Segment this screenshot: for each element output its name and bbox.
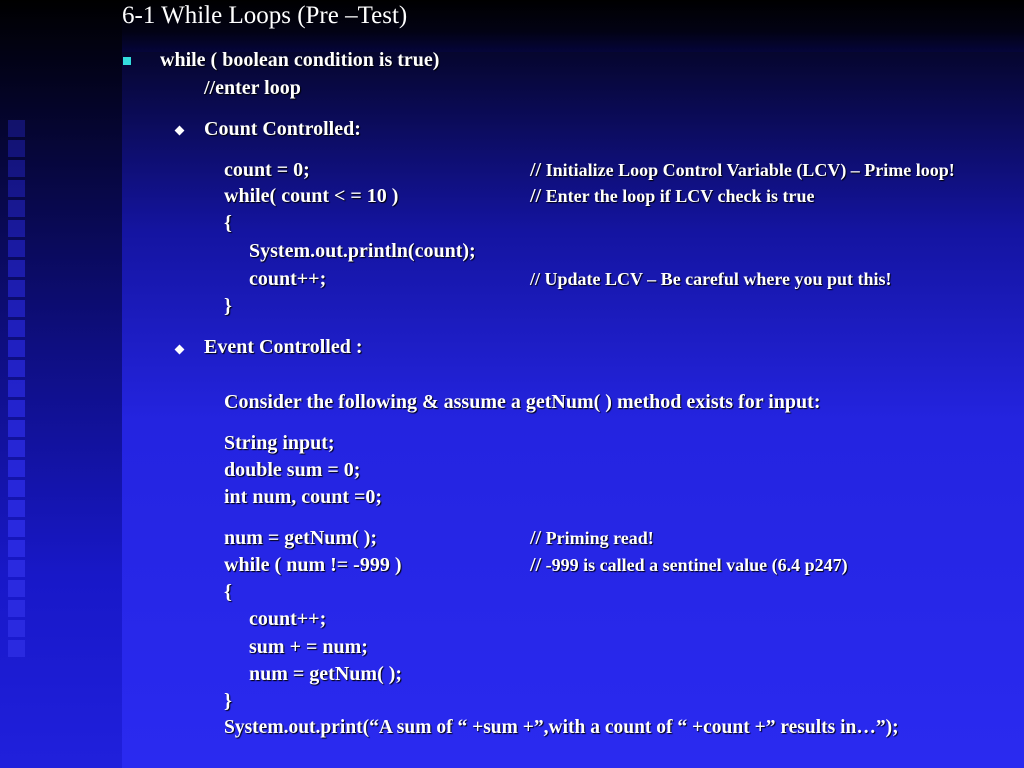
decorative-square	[8, 260, 25, 277]
decorative-square	[8, 460, 25, 477]
ec-code-line: while ( num != -999 )	[224, 554, 402, 576]
comment-slashes: //	[530, 527, 542, 549]
bullet-square-icon	[123, 57, 131, 65]
comment-text: Initialize Loop Control Variable (LCV) – Prime loop!	[541, 160, 955, 180]
diamond-bullet-icon	[175, 345, 185, 355]
decorative-square	[8, 340, 25, 357]
ec-code-line: {	[224, 581, 232, 603]
comment-slashes: //	[530, 185, 542, 207]
ec-code-line: sum + = num;	[249, 636, 368, 658]
decorative-square	[8, 200, 25, 217]
comment-text: -999 is called a sentinel value (6.4 p247)	[541, 555, 848, 575]
cc-code-line: while( count < = 10 )	[224, 185, 399, 207]
cc-code-line: System.out.println(count);	[249, 240, 476, 262]
decorative-square	[8, 380, 25, 397]
bullet1-line1: while ( boolean condition is true)	[160, 49, 440, 71]
comment-text: Priming read!	[541, 528, 654, 548]
cc-comment: // Update LCV – Be careful where you put this!	[530, 269, 892, 289]
ec-intro: Consider the following & assume a getNum( ) method exists for input:	[224, 391, 821, 413]
cc-code-line: count++;	[249, 268, 327, 290]
ec-decl: String input;	[224, 432, 335, 454]
decorative-square	[8, 500, 25, 517]
decorative-square	[8, 240, 25, 257]
decorative-square	[8, 360, 25, 377]
ec-decl: double sum = 0;	[224, 459, 361, 481]
decorative-square	[8, 560, 25, 577]
event-controlled-heading: Event Controlled :	[204, 336, 363, 358]
ec-comment	[530, 527, 654, 550]
cc-code-line: {	[224, 212, 232, 234]
comment-slashes: //	[530, 554, 542, 576]
decorative-square	[8, 280, 25, 297]
cc-comment	[530, 185, 814, 208]
cc-code-line: count = 0;	[224, 159, 310, 181]
slide-title: 6-1 While Loops (Pre –Test)	[122, 2, 408, 29]
ec-decl: int num, count =0;	[224, 486, 383, 508]
decorative-square	[8, 140, 25, 157]
decorative-square	[8, 520, 25, 537]
cc-code-line: }	[224, 295, 232, 317]
decorative-square	[8, 440, 25, 457]
decorative-square	[8, 220, 25, 237]
decorative-square	[8, 300, 25, 317]
decorative-square	[8, 640, 25, 657]
comment-text: Enter the loop if LCV check is true	[541, 186, 815, 206]
decorative-square	[8, 620, 25, 637]
decorative-square	[8, 160, 25, 177]
ec-code-line: num = getNum( );	[249, 663, 403, 685]
ec-code-line: count++;	[249, 608, 327, 630]
comment-slashes: //	[530, 159, 542, 181]
count-controlled-heading: Count Controlled:	[204, 118, 361, 140]
decorative-square	[8, 120, 25, 137]
decorative-square	[8, 480, 25, 497]
diamond-bullet-icon	[175, 126, 185, 136]
decorative-square	[8, 180, 25, 197]
cc-comment	[530, 159, 955, 182]
ec-code-line: }	[224, 690, 232, 712]
ec-code-line: System.out.print(“A sum of “ +sum +”,with a count of “ +count +” results in…”);	[224, 717, 899, 738]
ec-code-line: num = getNum( );	[224, 527, 378, 549]
ec-comment	[530, 554, 848, 577]
decorative-square	[8, 580, 25, 597]
decorative-square	[8, 320, 25, 337]
bullet1-line2: //enter loop	[204, 77, 301, 99]
decorative-square	[8, 540, 25, 557]
decorative-square	[8, 600, 25, 617]
decorative-square	[8, 400, 25, 417]
decorative-square	[8, 420, 25, 437]
